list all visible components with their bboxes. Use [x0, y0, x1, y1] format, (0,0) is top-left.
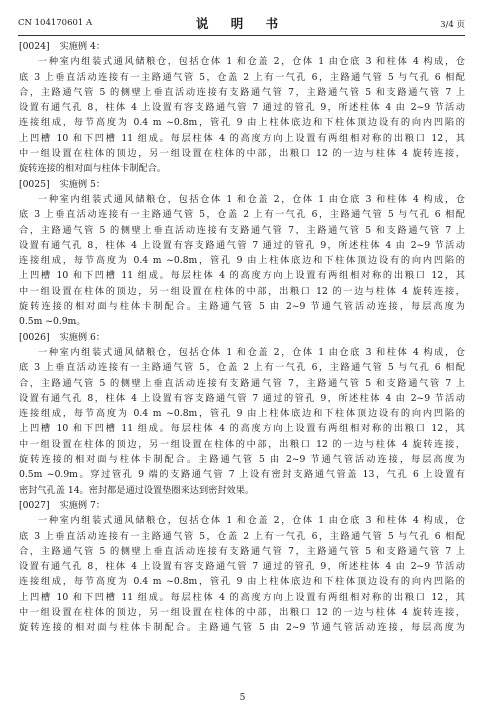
body-text-line: 上凹槽 10 和下凹槽 11 组成。每层柱体 4 的高度方向上设置有两组相对称的出粮口 12，其 [19, 132, 465, 144]
body-text-line: 设置有通气孔 8，柱体 4 上设置有容支路通气管 7 通过的管孔 9，所述柱体 4 由 2~9 节活动 [19, 561, 465, 573]
body-text-line: 连接组成，每节高度为 0.4 m ~0.8m，管孔 9 由上柱体底边和下柱体顶边设有的向内凹陷的 [19, 255, 465, 267]
body-text-line: 底 3 上垂直活动连接有一主路通气管 5，仓盖 2 上有一气孔 6，主路通气管 5 与气孔 6 相配 [19, 209, 465, 221]
patent-number: CN 104170601 A [18, 18, 93, 28]
paragraph-number: [0024] [19, 41, 50, 52]
body-text-line: 0.5m ~0.9m。 [19, 316, 86, 328]
body-text-line: 连接组成，每节高度为 0.4 m ~0.8m，管孔 9 由上柱体底边和下柱体顶边设有的向内凹陷的 [19, 576, 465, 588]
body-text-line: 合，主路通气管 5 的侧壁上垂直活动连接有支路通气管 7，主路通气管 5 和支路通气管 7 上 [19, 545, 465, 557]
body-text-line: 中一组设置在柱体的顶边，另一组设置在柱体的中部，出粮口 12 的一边与柱体 4 旋转连接， [19, 438, 465, 450]
body-text-line: 旋转连接的相对面与柱体卡制配合。主路通气管 5 由 2~9 节通气管活动连接，每层高度为 [19, 301, 465, 313]
body-text-line: 上凹槽 10 和下凹槽 11 组成。每层柱体 4 的高度方向上设置有两组相对称的出粮口 12，其 [19, 423, 465, 435]
paragraph-heading [19, 177, 465, 192]
body-text-line: 底 3 上垂直活动连接有一主路通气管 5，仓盖 2 上有一气孔 6，主路通气管 5 与气孔 6 相配 [19, 530, 465, 542]
paragraph-number: [0026] [19, 331, 50, 343]
body-text-line: 一种室内组装式通风储粮仓，包括仓体 1 和仓盖 2，仓体 1 由仓底 3 和柱体 4 构成，仓 [38, 193, 465, 205]
body-text-line: 一种室内组装式通风储粮仓，包括仓体 1 和仓盖 2，仓体 1 由仓底 3 和柱体 4 构成，仓 [38, 56, 465, 68]
header-rule [18, 35, 465, 36]
example-heading: 实施例 4： [59, 41, 106, 52]
body-text-line: 设置有通气孔 8，柱体 4 上设置有容支路通气管 7 通过的管孔 9，所述柱体 4 由 2~9 节活动 [19, 239, 465, 251]
example-heading: 实施例 7： [59, 499, 106, 511]
body-text-line: 设置有通气孔 8，柱体 4 上设置有容支路通气管 7 通过的管孔 9，所述柱体 4 由 2~9 节活动 [19, 392, 465, 404]
page-indicator: 3/4 页 [440, 20, 465, 30]
body-text-line: 中一组设置在柱体的顶边，另一组设置在柱体的中部，出粮口 12 的一边与柱体 4 旋转连接， [19, 148, 465, 160]
paragraph-heading [19, 330, 465, 345]
body-text-line: 底 3 上垂直活动连接有一主路通气管 5，仓盖 2 上有一气孔 6，主路通气管 5 与气孔 6 相配 [19, 362, 465, 374]
body-text-line: 中一组设置在柱体的顶边，另一组设置在柱体的中部，出粮口 12 的一边与柱体 4 旋转连接， [19, 285, 465, 297]
body-text-line: 旋转连接的相对面与柱体卡制配合。主路通气管 5 由 2~9 节通气管活动连接，每层高度为 [19, 622, 465, 634]
body-text-line: 一种室内组装式通风储粮仓，包括仓体 1 和仓盖 2，仓体 1 由仓底 3 和柱体 4 构成，仓 [38, 515, 465, 527]
paragraph-heading [19, 498, 465, 513]
body-text-line: 上凹槽 10 和下凹槽 11 组成。每层柱体 4 的高度方向上设置有两组相对称的出粮口 12，其 [19, 270, 465, 282]
body-text-line: 旋转连接的相对面与柱体卡制配合。 [19, 163, 166, 175]
body-text-line: 上凹槽 10 和下凹槽 11 组成。每层柱体 4 的高度方向上设置有两组相对称的出粮口 12，其 [19, 591, 465, 603]
page-header [18, 12, 465, 34]
document-body [19, 39, 465, 636]
body-text-line: 旋转连接的相对面与柱体卡制配合。主路通气管 5 由 2~9 节通气管活动连接，每层高度为 [19, 454, 465, 466]
paragraph-number: [0025] [19, 178, 50, 190]
paragraph-number: [0027] [19, 499, 50, 511]
document-title: 说 明 书 [195, 16, 288, 31]
body-text-line: 中一组设置在柱体的顶边，另一组设置在柱体的中部，出粮口 12 的一边与柱体 4 旋转连接， [19, 606, 465, 618]
example-heading: 实施例 6： [59, 331, 106, 343]
body-text-line: 一种室内组装式通风储粮仓，包括仓体 1 和仓盖 2，仓体 1 由仓底 3 和柱体 4 构成，仓 [38, 346, 465, 358]
paragraph-heading [19, 39, 465, 54]
body-text-line: 合，主路通气管 5 的侧壁上垂直活动连接有支路通气管 7，主路通气管 5 和支路通气管 7 上 [19, 224, 465, 236]
body-text-line: 密封气孔盖 14。密封都是通过设置垫圈来达到密封效果。 [19, 484, 255, 496]
body-text-line: 合，主路通气管 5 的侧壁上垂直活动连接有支路通气管 7，主路通气管 5 和支路通气管 7 上 [19, 86, 465, 98]
body-text-line: 0.5m ~0.9m。穿过管孔 9 端的支路通气管 7 上设有密封支路通气管盖 13，气孔 6 上设置有 [19, 469, 465, 481]
body-text-line: 连接组成，每节高度为 0.4 m ~0.8m，管孔 9 由上柱体底边和下柱体顶边设有的向内凹陷的 [19, 408, 465, 420]
page-number: 5 [239, 693, 246, 703]
body-text-line: 设置有通气孔 8，柱体 4 上设置有容支路通气管 7 通过的管孔 9，所述柱体 4 由 2~9 节活动 [19, 102, 465, 114]
example-heading: 实施例 5： [59, 178, 106, 190]
body-text-line: 连接组成，每节高度为 0.4 m ~0.8m，管孔 9 由上柱体底边和下柱体顶边设有的向内凹陷的 [19, 117, 465, 129]
body-text-line: 合，主路通气管 5 的侧壁上垂直活动连接有支路通气管 7，主路通气管 5 和支路通气管 7 上 [19, 377, 465, 389]
body-text-line: 底 3 上垂直活动连接有一主路通气管 5，仓盖 2 上有一气孔 6，主路通气管 5 与气孔 6 相配 [19, 71, 465, 83]
